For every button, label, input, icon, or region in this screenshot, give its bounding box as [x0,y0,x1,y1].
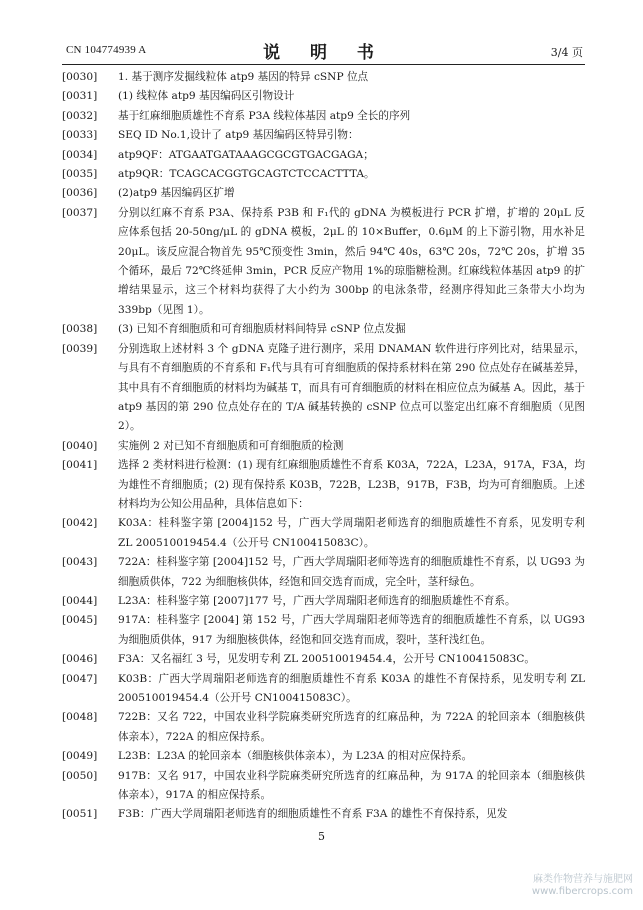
page-indicator: 3/4 页 [550,46,583,59]
paragraph [62,514,585,553]
watermark-line-2: www.fibercrops.com [531,886,633,897]
page-number: 5 [318,830,325,843]
paragraph-text: 917A：桂科鉴字 [2004] 第 152 号，广西大学周瑞阳老师等选育的细胞质雄性不育系，以 UG93 为细胞质供体，917 为细胞核供体，经饱和回交选育而成，裂叶，茎秆浅红色。 [118,614,585,646]
paragraph-number: [0038] [62,323,98,336]
paragraph-text: (1) 线粒体 atp9 基因编码区引物设计 [118,90,295,103]
paragraph-number: [0031] [62,90,98,103]
paragraph [62,107,585,126]
paragraph [62,437,585,456]
paragraph [62,553,585,592]
paragraph-text: 选择 2 类材料进行检测：(1) 现有红麻细胞质雄性不育系 K03A，722A，L23A，917A，F3A，均为雄性不育细胞质；(2) 现有保持系 K03B，722B，L23B，917B，F3B，均为可育细胞质。上述材料均为公知公用品种，具体信息如下： [118,459,585,510]
paragraph [62,611,585,650]
paragraph-number: [0041] [62,459,98,472]
paragraph-text: F3A：又名福红 3 号，见发明专利 ZL 200510019454.4，公开号 CN100415083C。 [118,653,535,666]
header-divider [62,64,585,65]
paragraph-number: [0049] [62,750,98,763]
paragraph-number: [0037] [62,206,98,219]
paragraph-number: [0036] [62,187,98,200]
paragraph-text: atp9QF：ATGAATGATAAAGCGCGTGACGAGA； [118,148,374,161]
paragraph [62,670,585,709]
paragraph-text: atp9QR：TCAGCACGGTGCAGTCTCCACTTTA。 [118,168,375,181]
watermark-line-1: 麻类作物营养与施肥网 [533,874,633,885]
paragraph [62,767,585,806]
paragraph-text: F3B：广西大学周瑞阳老师选育的细胞质雄性不育系 F3A 的雄性不育保持系，见发 [118,808,508,821]
paragraph [62,68,585,87]
paragraph-text: K03B：广西大学周瑞阳老师选育的细胞质雄性不育系 K03A 的雄性不育保持系，见发明专利 ZL 200510019454.4（公开号 CN100415083C）。 [118,672,585,704]
paragraph-text: SEQ ID No.1,设计了 atp9 基因编码区特异引物： [118,129,359,142]
paragraph-text: (2)atp9 基因编码区扩增 [118,187,235,200]
paragraph [62,204,585,320]
paragraph-number: [0034] [62,148,98,161]
paragraph [62,708,585,747]
document-body [62,68,585,825]
paragraph-text: 722B：又名 722，中国农业科学院麻类研究所选育的红麻品种，为 722A 的轮回亲本（细胞核供体亲本），722A 的相应保持系。 [118,711,585,743]
paragraph [62,320,585,339]
paragraph-number: [0035] [62,168,98,181]
paragraph [62,592,585,611]
paragraph-text: 917B：又名 917，中国农业科学院麻类研究所选育的红麻品种，为 917A 的轮回亲本（细胞核供体亲本），917A 的相应保持系。 [118,769,585,802]
paragraph-number: [0030] [62,71,98,83]
page-header [66,38,583,62]
paragraph [62,87,585,106]
paragraph [62,146,585,165]
paragraph [62,184,585,203]
paragraph-text: L23B：L23A 的轮回亲本（细胞核供体亲本），为 L23A 的相对应保持系。 [118,750,473,763]
paragraph-number: [0042] [62,517,98,530]
paragraph-number: [0039] [62,342,98,355]
paragraph-number: [0033] [62,129,98,142]
paragraph-text: 1. 基于测序发掘线粒体 atp9 基因的特异 cSNP 位点 [118,71,369,83]
paragraph-number: [0040] [62,439,98,452]
paragraph-text: 实施例 2 对已知不育细胞质和可育细胞质的检测 [118,439,344,452]
paragraph-text: (3) 已知不育细胞质和可育细胞质材料间特异 cSNP 位点发掘 [118,323,406,336]
patent-number: CN 104774939 A [66,44,147,56]
paragraph-text: 分别选取上述材料 3 个 gDNA 克隆子进行测序，采用 DNAMAN 软件进行序列比对，结果显示，与具有不育细胞质的不育系和 F₁代与具有可育细胞质的保持系材料在第 290 位点处存在碱基差异，其中具有不育细胞质的材料均为碱基 T，而具有可育细胞质的材料在相应位点为碱基 A。因此，基于 atp9 基因的第 290 位点处存在的 T/A 碱基转换的 cSNP 位点可以鉴定出红麻不育细胞质（见图 2）。 [118,342,585,433]
paragraph-number: [0044] [62,594,98,607]
paragraph [62,747,585,766]
paragraph [62,165,585,184]
paragraph [62,805,585,824]
paragraph-number: [0050] [62,769,98,782]
paragraph-number: [0048] [62,711,98,724]
paragraph [62,126,585,145]
paragraph [62,456,585,514]
paragraph-text: 722A：桂科鉴字第 [2004]152 号，广西大学周瑞阳老师等选育的细胞质雄性不育系，以 UG93 为细胞质供体，722 为细胞核供体，经饱和回交选育而成，完全叶，茎秆绿色。 [118,556,585,588]
paragraph-number: [0051] [62,808,98,821]
watermark [483,874,633,898]
document-title: 说 明 书 [263,43,386,63]
paragraph-number: [0046] [62,653,98,666]
paragraph-number: [0032] [62,109,98,122]
paragraph [62,340,585,437]
paragraph-number: [0043] [62,556,98,569]
paragraph-text: L23A：桂科鉴字第 [2007]177 号，广西大学周瑞阳老师选育的细胞质雄性不育系。 [118,594,516,607]
paragraph-text: K03A：桂科鉴字第 [2004]152 号，广西大学周瑞阳老师选育的细胞质雄性不育系，见发明专利 ZL 200510019454.4（公开号 CN100415083C）。 [118,517,585,549]
paragraph [62,650,585,669]
paragraph-text: 基于红麻细胞质雄性不育系 P3A 线粒体基因 atp9 全长的序列 [118,109,411,122]
paragraph-number: [0045] [62,614,98,627]
paragraph-text: 分别以红麻不育系 P3A、保持系 P3B 和 F₁代的 gDNA 为模板进行 PCR 扩增，扩增的 20μL 反应体系包括 20-50ng/μL 的 gDNA 模板，2μL 的 10×Buffer，0.6μM 的上下游引物，用水补足 20μL。该反应混合物首先 95℃预变性 3min，然后 94℃ 40s，63℃ 20s，72℃ 20s，扩增 35 个循环，最后 72℃终延伸 3min，PCR 反应产物用 1%的琼脂糖检测。红麻线粒体基因 atp9 的扩增结果显示，这三个材料均获得了大小约为 300bp 的电泳条带，经测序得知此三条带大小均为 339bp（见图 1）。 [118,206,585,316]
paragraph-number: [0047] [62,672,98,685]
